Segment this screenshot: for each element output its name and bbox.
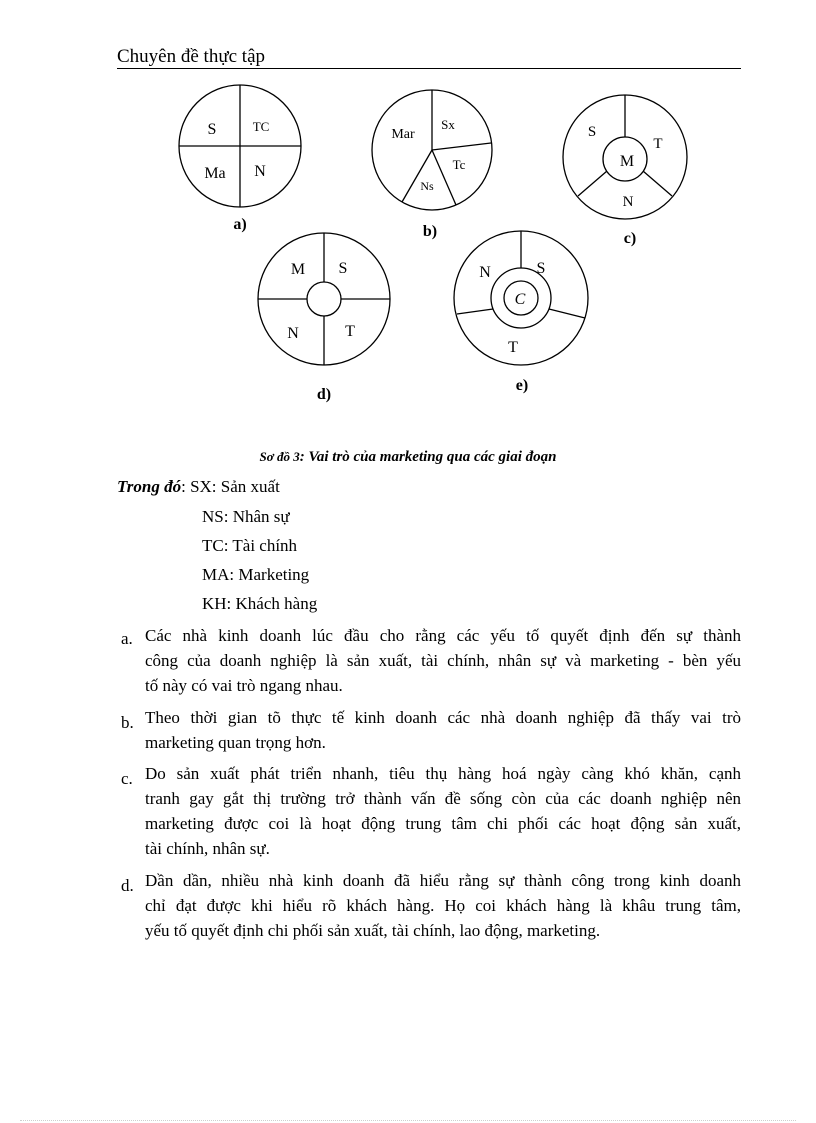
figure-caption: [0, 449, 816, 466]
paragraph-line: Dần dần, nhiều nhà kinh doanh đã hiểu rằng sự thành công trong kinh doanh: [145, 871, 741, 890]
paragraph-line: Do sản xuất phát triển nhanh, tiêu thụ hàng hoá ngày càng khó khăn, cạnh: [145, 764, 741, 783]
diagram-c-seg-t: T: [653, 136, 663, 152]
paragraph-line: tài chính, nhân sự.: [145, 839, 270, 858]
diagram-c-center: M: [619, 153, 635, 170]
paragraph-a-label: a.: [121, 629, 133, 648]
diagram-c-seg-s: S: [587, 124, 597, 140]
diagram-b: [372, 90, 492, 240]
diagram-c-divider-3: [578, 171, 607, 196]
diagram-a-label: a): [233, 216, 247, 233]
diagram-d-center-circle: [307, 282, 341, 316]
diagram-c-label: c): [623, 230, 637, 247]
diagram-d: [258, 233, 390, 403]
paragraph-d-label: d.: [121, 876, 134, 895]
diagram-b-seg-tc: Tc: [452, 157, 466, 172]
caption-text: : Vai trò của marketing qua các giai đoạn: [299, 449, 557, 465]
diagram-b-divider-2: [432, 143, 491, 150]
legend-item: NS: Nhân sự: [202, 507, 290, 526]
paragraph-a: [145, 623, 741, 698]
diagram-c-seg-n: N: [622, 194, 634, 210]
caption-prefix: Sơ đồ 3: [259, 449, 300, 464]
paragraph-line: tố này có vai trò ngang nhau.: [145, 676, 343, 695]
paragraph-d: [145, 868, 741, 943]
header-title: Chuyên đề thực tập: [117, 46, 266, 67]
marketing-role-diagrams: [0, 0, 816, 420]
legend-item: KH: Khách hàng: [202, 594, 318, 613]
diagram-e-label: e): [515, 377, 529, 394]
diagram-a-seg-s: S: [207, 121, 217, 138]
diagram-d-seg-s: S: [338, 260, 348, 277]
legend-item: SX: Sản xuất: [190, 477, 280, 496]
diagram-a-seg-n: N: [254, 163, 266, 180]
diagram-a-seg-tc: TC: [252, 119, 270, 134]
paragraph-b: [145, 705, 741, 755]
paragraph-line: Các nhà kinh doanh lúc đầu cho rằng các yếu tố quyết định đến sự thành: [145, 626, 741, 645]
diagram-e-seg-n: N: [479, 264, 491, 281]
diagram-d-seg-n: N: [287, 325, 299, 342]
paragraph-b-label: b.: [121, 713, 134, 732]
diagram-e-seg-t: T: [508, 339, 518, 356]
legend-item: TC: Tài chính: [202, 536, 298, 555]
diagram-d-label: d): [316, 386, 332, 403]
diagram-e-divider-3: [457, 309, 493, 314]
paragraph-line: tranh gay gắt thị trường trở thành vấn đề sống còn của các doanh nghiệp nên: [145, 789, 741, 808]
paragraph-line: marketing được coi là hoạt động trung tâm chi phối các hoạt động sản xuất,: [145, 814, 741, 833]
paragraph-line: công của doanh nghiệp là sản xuất, tài chính, nhân sự và marketing - bèn yếu: [145, 651, 741, 670]
paragraph-c-label: c.: [121, 769, 133, 788]
diagram-b-seg-mar: Mar: [391, 127, 415, 142]
paragraph-line: chỉ đạt được khi hiểu rõ khách hàng. Họ coi khách hàng là khâu trung tâm,: [145, 896, 741, 915]
paragraph-line: Theo thời gian tõ thực tế kinh doanh các nhà doanh nghiệp đã thấy vai trò: [145, 708, 741, 727]
diagram-b-seg-sx: Sx: [441, 117, 455, 132]
diagram-c-divider-2: [643, 171, 672, 196]
diagram-b-seg-ns: Ns: [420, 179, 434, 193]
page-bottom-rule: [20, 1120, 796, 1121]
diagram-a: [179, 85, 301, 233]
legend-line-0: Trong đó: SX: Sản xuất: [117, 477, 280, 496]
diagram-b-divider-4: [402, 150, 432, 202]
legend-item: MA: Marketing: [202, 565, 310, 584]
legend-lead: Trong đó: [117, 477, 182, 496]
diagram-e-divider-2: [549, 309, 585, 318]
diagram-b-label: b): [422, 223, 438, 240]
diagram-e-center: C: [514, 291, 526, 308]
diagram-e: [454, 231, 588, 394]
diagram-c: [563, 95, 687, 247]
paragraph-c: [145, 761, 741, 861]
paragraph-line: yếu tố quyết định chi phối sản xuất, tài chính, lao động, marketing.: [145, 921, 601, 940]
diagram-e-seg-s: S: [536, 260, 546, 277]
diagram-d-seg-m: M: [290, 261, 306, 278]
diagram-d-seg-t: T: [345, 323, 355, 340]
paragraph-line: marketing quan trọng hơn.: [145, 733, 326, 752]
diagram-a-seg-ma: Ma: [204, 165, 226, 182]
